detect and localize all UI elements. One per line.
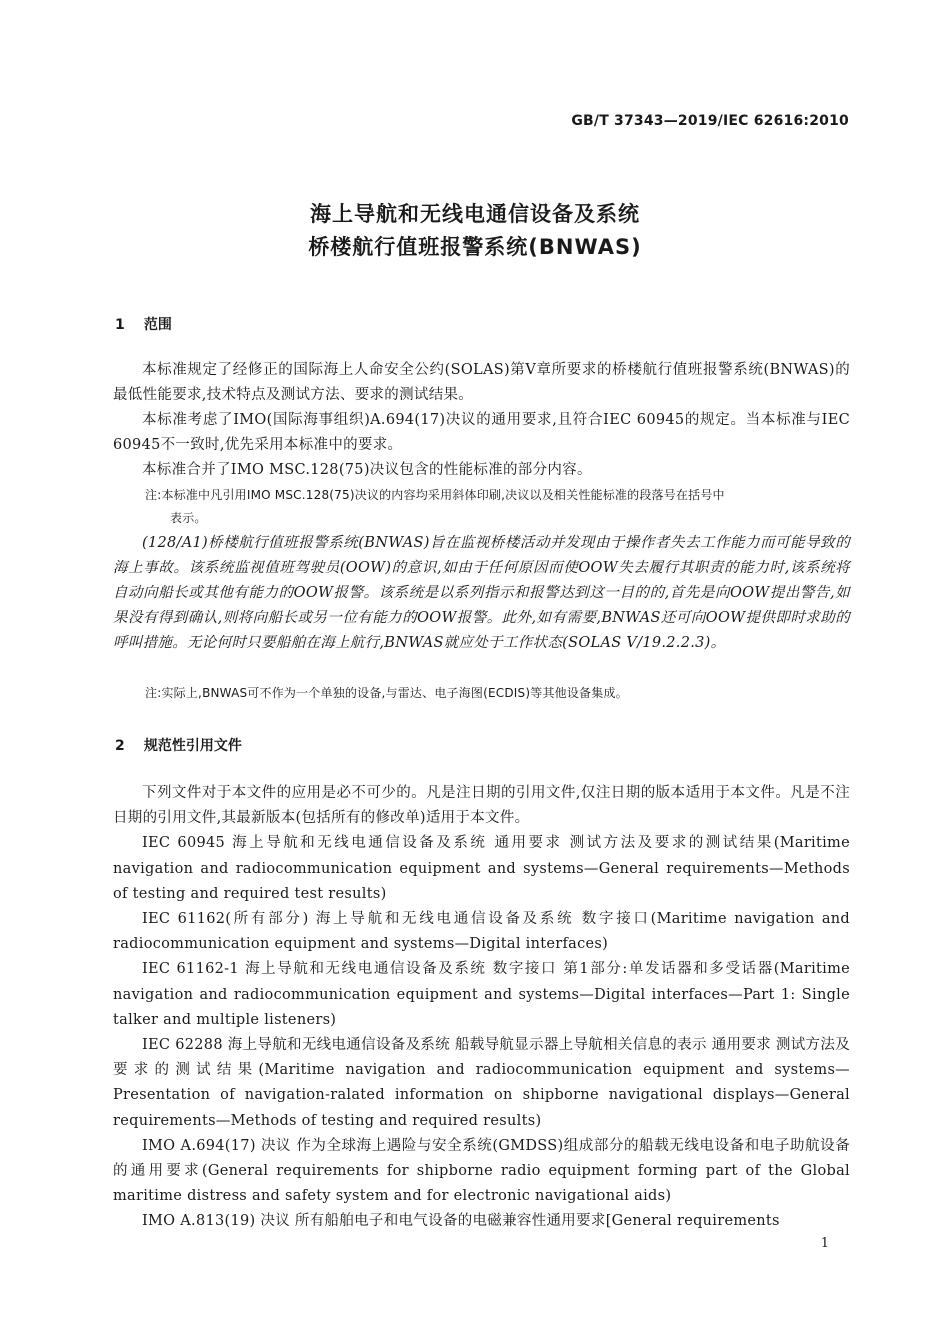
reference-item: IEC 61162-1 海上导航和无线电通信设备及系统 数字接口 第1部分:单发话器和多受话器(Maritime navigation and radiocommunication equipment and systems—Digital interfaces—Part 1: Single talker and multiple listeners): [113, 961, 850, 1028]
note-text-continued: 表示。: [170, 511, 207, 525]
section-1-heading: [115, 314, 172, 334]
document-title-line2: 桥楼航行值班报警系统(BNWAS): [308, 235, 642, 259]
reference-item: IMO A.694(17) 决议 作为全球海上遇险与安全系统(GMDSS)组成部分的船载无线电设备和电子助航设备的通用要求(General requirements for shipborne radio equipment forming part of the Global maritime distress and safety system and for electronic navigational aids): [113, 1137, 850, 1205]
note-2: [145, 682, 850, 705]
paragraph: 本标准规定了经修正的国际海上人命安全公约(SOLAS)第Ⅴ章所要求的桥楼航行值班报警系统(BNWAS)的最低性能要求,技术特点及测试方法、要求的测试结果。: [113, 362, 850, 403]
section-2-heading: [115, 735, 242, 755]
paragraph: 本标准考虑了IMO(国际海事组织)A.694(17)决议的通用要求,且符合IEC 60945的规定。当本标准与IEC 60945不一致时,优先采用本标准中的要求。: [113, 412, 850, 453]
paragraph: 下列文件对于本文件的应用是必不可少的。凡是注日期的引用文件,仅注日期的版本适用于本文件。凡是不注日期的引用文件,其最新版本(包括所有的修改单)适用于本文件。: [113, 785, 850, 827]
section-title: 规范性引用文件: [143, 738, 242, 754]
reference-item: IEC 60945 海上导航和无线电通信设备及系统 通用要求 测试方法及要求的测试结果(Maritime navigation and radiocommunication equipment and systems—General requirements—Methods of testing and required test results): [113, 835, 850, 902]
reference-item: IMO A.813(19) 决议 所有船舶电子和电气设备的电磁兼容性通用要求[General requirements: [142, 1213, 780, 1230]
note-1: [145, 484, 850, 530]
paragraph: (128/A1)桥楼航行值班报警系统(BNWAS)旨在监视桥楼活动并发现由于操作者失去工作能力而可能导致的海上事故。该系统监视值班驾驶员(OOW)的意识,如由于任何原因而使OOW失去履行其职责的能力时,该系统将自动向船长或其他有能力的OOW报警。该系统是以系列指示和报警达到这一目的的,首先是向OOW提出警告,如果没有得到确认,则将向船长或另一位有能力的OOW报警。此外,如有需要,BNWAS还可向OOW提供即时求助的呼叫措施。无论何时只要船舶在海上航行,BNWAS就应处于工作状态(SOLAS V/19.2.2.3)。: [113, 535, 850, 651]
note-text: 实际上,BNWAS可不作为一个单独的设备,与雷达、电子海图(ECDIS)等其他设备集成。: [161, 686, 628, 700]
normative-references: [113, 781, 850, 1235]
standard-code-header: GB/T 37343—2019/IEC 62616:2010: [571, 113, 849, 129]
section-1-body: [113, 358, 850, 483]
section-title: 范围: [143, 317, 172, 333]
document-title-line1: 海上导航和无线电通信设备及系统: [310, 202, 640, 226]
note-label: 注:: [145, 488, 162, 502]
note-label: 注:: [145, 686, 162, 700]
italic-resolution-text: [113, 531, 850, 656]
paragraph: 本标准合并了IMO MSC.128(75)决议包含的性能标准的部分内容。: [142, 462, 592, 478]
page-number: 1: [820, 1236, 829, 1251]
section-number: 1: [115, 317, 125, 333]
reference-item: IEC 62288 海上导航和无线电通信设备及系统 船载导航显示器上导航相关信息的表示 通用要求 测试方法及要求的测试结果(Maritime navigation and radiocommunication equipment and systems—Presentation of navigation-ralated information on shipborne navigational displays—General requirements—Methods of testing and required results): [113, 1037, 850, 1129]
reference-item: IEC 61162(所有部分) 海上导航和无线电通信设备及系统 数字接口(Maritime navigation and radiocommunication equipment and systems—Digital interfaces): [113, 911, 850, 953]
note-text: 本标准中凡引用IMO MSC.128(75)决议的内容均采用斜体印刷,决议以及相关性能标准的段落号在括号中: [161, 488, 725, 502]
section-number: 2: [115, 738, 125, 754]
